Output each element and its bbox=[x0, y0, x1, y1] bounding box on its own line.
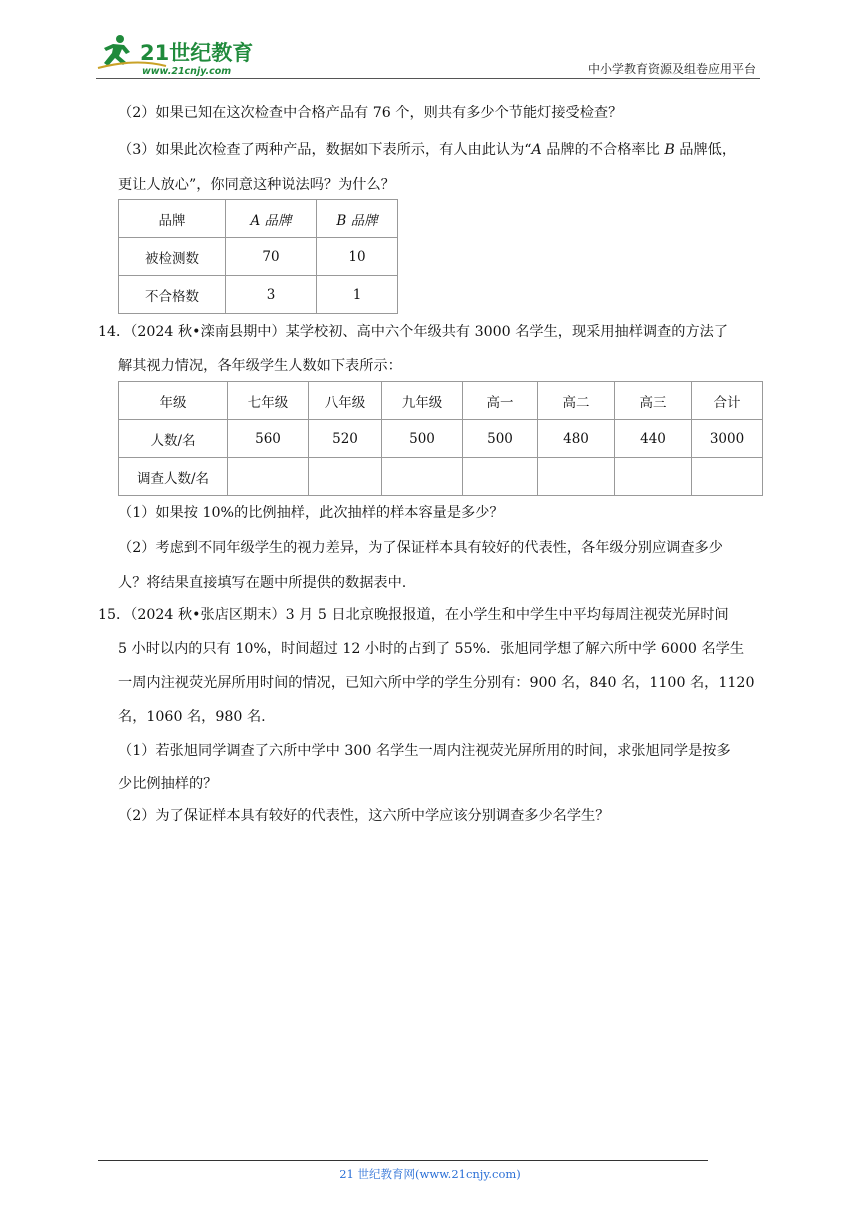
table-cell bbox=[463, 458, 538, 496]
table-cell: 1 bbox=[317, 276, 398, 314]
table-cell: 品牌 bbox=[119, 200, 226, 238]
table-cell: 3000 bbox=[692, 420, 763, 458]
table-row bbox=[119, 276, 398, 314]
header-divider bbox=[96, 78, 760, 79]
table-cell: 九年级 bbox=[382, 382, 463, 420]
table-cell: 480 bbox=[538, 420, 615, 458]
table-cell: 高一 bbox=[463, 382, 538, 420]
table-cell: 3 bbox=[226, 276, 317, 314]
q13-part2: （2）如果已知在这次检查中合格产品有 76 个，则共有多少个节能灯接受检查？ bbox=[118, 105, 623, 121]
table-cell bbox=[228, 458, 309, 496]
table-cell: 500 bbox=[463, 420, 538, 458]
footer-divider bbox=[98, 1160, 708, 1161]
table-cell: B 品牌 bbox=[317, 200, 398, 238]
site-logo bbox=[96, 32, 261, 76]
q14-line1: 14．（2024 秋•滦南县期中）某学校初、高中六个年级共有 3000 名学生，现采用抽样调查的方法了 bbox=[98, 324, 729, 340]
table-cell: 人数/名 bbox=[119, 420, 228, 458]
table-cell: 高三 bbox=[615, 382, 692, 420]
platform-title: 中小学教育资源及组卷应用平台 bbox=[587, 62, 756, 76]
table-cell: 八年级 bbox=[309, 382, 382, 420]
q15-line4: 名，1060 名，980 名. bbox=[118, 709, 266, 725]
svg-text:21世纪教育: 21世纪教育 bbox=[140, 41, 254, 65]
brand-table bbox=[118, 199, 398, 314]
q14-line2: 解其视力情况，各年级学生人数如下表所示： bbox=[118, 358, 402, 374]
table-cell: 七年级 bbox=[228, 382, 309, 420]
svg-text:www.21cnjy.com: www.21cnjy.com bbox=[142, 66, 232, 76]
table-row bbox=[119, 200, 398, 238]
q14-part2-line1: （2）考虑到不同年级学生的视力差异，为了保证样本具有较好的代表性，各年级分别应调查多少 bbox=[118, 540, 723, 556]
table-row bbox=[119, 238, 398, 276]
table-cell: 440 bbox=[615, 420, 692, 458]
table-cell: 不合格数 bbox=[119, 276, 226, 314]
table-cell bbox=[382, 458, 463, 496]
q14-part1: （1）如果按 10%的比例抽样，此次抽样的样本容量是多少？ bbox=[118, 505, 504, 521]
table-cell bbox=[615, 458, 692, 496]
table-cell: 调查人数/名 bbox=[119, 458, 228, 496]
q15-line2: 5 小时以内的只有 10%，时间超过 12 小时的占到了 55%．张旭同学想了解六所中学 6000 名学生 bbox=[118, 641, 745, 657]
table-cell: A 品牌 bbox=[226, 200, 317, 238]
page-header bbox=[96, 30, 760, 78]
table-cell bbox=[692, 458, 763, 496]
q13-part3-line2: 更让人放心”，你同意这种说法吗？为什么？ bbox=[118, 177, 395, 193]
q15-line1: 15．（2024 秋•张店区期末）3 月 5 日北京晚报报道，在小学生和中学生中平均每周注视荧光屏时间 bbox=[98, 607, 729, 623]
table-cell: 年级 bbox=[119, 382, 228, 420]
q14-part2-line2: 人？将结果直接填写在题中所提供的数据表中. bbox=[118, 575, 407, 591]
q15-part1-line1: （1）若张旭同学调查了六所中学中 300 名学生一周内注视荧光屏所用的时间，求张旭同学是按多 bbox=[118, 743, 731, 759]
runner-icon bbox=[104, 35, 130, 66]
footer-link[interactable]: 21 世纪教育网(www.21cnjy.com) bbox=[339, 1167, 521, 1181]
q15-line3: 一周内注视荧光屏所用时间的情况，已知六所中学的学生分别有：900 名，840 名，1100 名，1120 bbox=[118, 675, 755, 691]
table-row bbox=[119, 382, 763, 420]
table-cell: 被检测数 bbox=[119, 238, 226, 276]
table-row bbox=[119, 420, 763, 458]
q15-part2: （2）为了保证样本具有较好的代表性，这六所中学应该分别调查多少名学生？ bbox=[118, 808, 610, 824]
q15-part1-line2: 少比例抽样的？ bbox=[118, 776, 218, 792]
table-cell: 500 bbox=[382, 420, 463, 458]
table-cell: 520 bbox=[309, 420, 382, 458]
table-cell: 高二 bbox=[538, 382, 615, 420]
grade-table bbox=[118, 381, 763, 496]
table-cell: 10 bbox=[317, 238, 398, 276]
table-cell: 560 bbox=[228, 420, 309, 458]
table-cell: 70 bbox=[226, 238, 317, 276]
table-cell: 合计 bbox=[692, 382, 763, 420]
table-row bbox=[119, 458, 763, 496]
table-cell bbox=[538, 458, 615, 496]
table-cell bbox=[309, 458, 382, 496]
q13-part3-line1: （3）如果此次检查了两种产品，数据如下表所示，有人由此认为“A 品牌的不合格率比 B 品牌低， bbox=[118, 142, 737, 158]
